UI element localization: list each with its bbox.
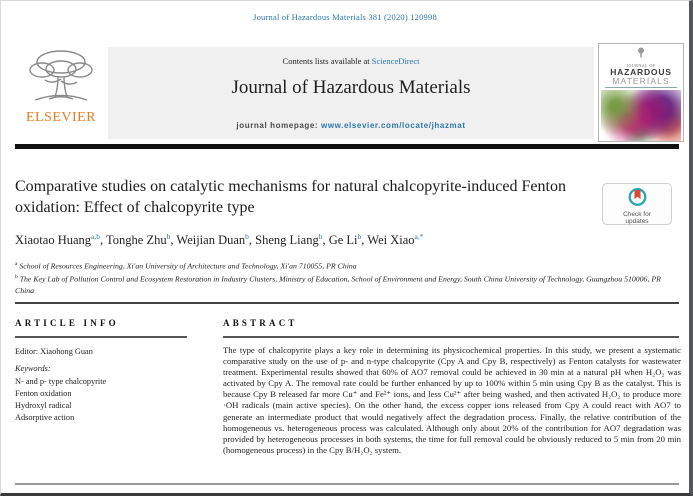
keyword-item: Adsorptive action <box>15 413 75 422</box>
author-affil-sup: b <box>318 232 323 241</box>
keywords-label: Keywords: <box>15 364 51 373</box>
badge-line1: Check for <box>623 211 651 218</box>
journal-cover-thumbnail <box>598 43 684 142</box>
author-name: Xiaotao Huang <box>15 233 92 248</box>
page-bottom-rule <box>15 483 679 485</box>
cover-hazardous: HAZARDOUS <box>610 67 672 77</box>
check-for-updates-badge[interactable] <box>602 183 672 225</box>
author-separator: , <box>100 233 107 248</box>
elsevier-logo <box>15 47 107 143</box>
author-list <box>15 232 655 248</box>
badge-line2: updates <box>625 218 649 225</box>
article-info-heading: ARTICLE INFO <box>15 318 119 328</box>
journal-reference-line: Journal of Hazardous Materials 381 (2020) 120998 <box>253 12 437 22</box>
author-affil-sup: b <box>166 232 171 241</box>
affiliation-text: School of Resources Engineering, Xi'an University of Architecture and Technology, Xi'an 710055, PR China <box>17 261 357 271</box>
author-separator: , <box>361 233 368 248</box>
editor-line: Editor: Xiaohong Guan <box>15 347 93 356</box>
author-separator: , <box>248 233 256 248</box>
cover-journal-of: JOURNAL OF <box>626 63 656 68</box>
homepage-url-link[interactable]: www.elsevier.com/locate/jhazmat <box>321 121 466 130</box>
article-title: Comparative studies on catalytic mechanisms for natural chalcopyrite-induced Fenton oxidation: Effect of chalcopyrite type <box>15 178 566 216</box>
author-name: Wei Xiao <box>367 233 415 248</box>
affiliation-text: The Key Lab of Pollution Control and Ecosystem Restoration in Industry Clusters, Ministry of Education, School of Environment and Energy, South China University of Technology, Guangzhou 510006, PR China <box>15 274 661 295</box>
section-top-rule <box>15 302 679 304</box>
homepage-line <box>108 121 594 130</box>
cover-emblem-icon <box>636 47 646 58</box>
cover-world-map-art <box>601 90 681 142</box>
keywords-list <box>15 376 106 424</box>
article-info-rule <box>15 336 187 338</box>
author-affil-sup: a,b <box>91 232 100 241</box>
author-affil-sup: a,* <box>414 232 424 241</box>
affiliation-sup: a <box>15 261 18 267</box>
author-name: Tonghe Zhu <box>106 233 167 248</box>
keyword-item: N- and p- type chalcopyrite <box>15 377 107 386</box>
abstract-heading: ABSTRACT <box>223 318 298 328</box>
author-separator: , <box>322 233 329 248</box>
keyword-item: Hydroxyl radical <box>15 401 72 410</box>
sciencedirect-link[interactable]: ScienceDirect <box>371 56 420 66</box>
author-separator: , <box>170 233 177 248</box>
abstract-text: The type of chalcopyrite plays a key role in determining its physicochemical properties. In this study, we present a systematic comparative study on the use of p- and n-type chalcopyrite (Cpy A and Cpy B, respectively) as Fenton catalysts for wastewater treatment. Experimental results showed that 60% of AO7 removal could be achieved in 30 min at a natural pH when H₂O₂ was activated by Cpy A. The removal rate could be further enhanced by up to 100% within 5 min using Cpy B as the catalyst. This is because Cpy B released far more Cu⁺ and Fe²⁺ ions, and less Cu²⁺ after being washed, and then activated H₂O₂ to produce more ·OH radicals (main active species). On the other hand, the excess copper ions released from Cpy A could react with AO7 to generate an intermediate product that would negatively affect the degradation process. Finally, the relative contribution of the homogeneous vs. heterogeneous process was calculated. Although only about 20% of the contribution for AO7 degradation was provided by heterogeneous processes in both systems, the time for full removal could be obviously reduced to 5 min from 20 min (homogeneous process) in the Cpy B/H₂O₂ system. <box>223 345 681 455</box>
journal-title: Journal of Hazardous Materials <box>231 77 471 98</box>
contents-line <box>108 56 594 66</box>
contents-prefix: Contents lists available at <box>282 56 372 66</box>
cover-materials: MATERIALS <box>612 76 670 86</box>
affiliation-b <box>15 272 677 296</box>
affiliation-sup: b <box>15 274 18 281</box>
affiliation-a <box>15 259 677 272</box>
elsevier-tree-icon <box>25 47 97 109</box>
homepage-label: journal homepage: <box>236 121 321 130</box>
abstract-rule <box>223 336 679 338</box>
header-thick-rule <box>15 144 679 149</box>
journal-header-box <box>108 47 594 139</box>
elsevier-wordmark: ELSEVIER <box>25 110 97 125</box>
keyword-item: Fenton oxidation <box>15 389 72 398</box>
author-affil-sup: b <box>245 232 249 241</box>
author-name: Ge Li <box>328 233 358 248</box>
check-for-updates-icon <box>628 187 647 206</box>
author-name: Sheng Liang <box>255 233 319 248</box>
cover-divider <box>605 87 677 88</box>
affiliations <box>15 259 677 297</box>
author-name: Weijian Duan <box>176 233 246 248</box>
author-affil-sup: b <box>357 232 362 241</box>
